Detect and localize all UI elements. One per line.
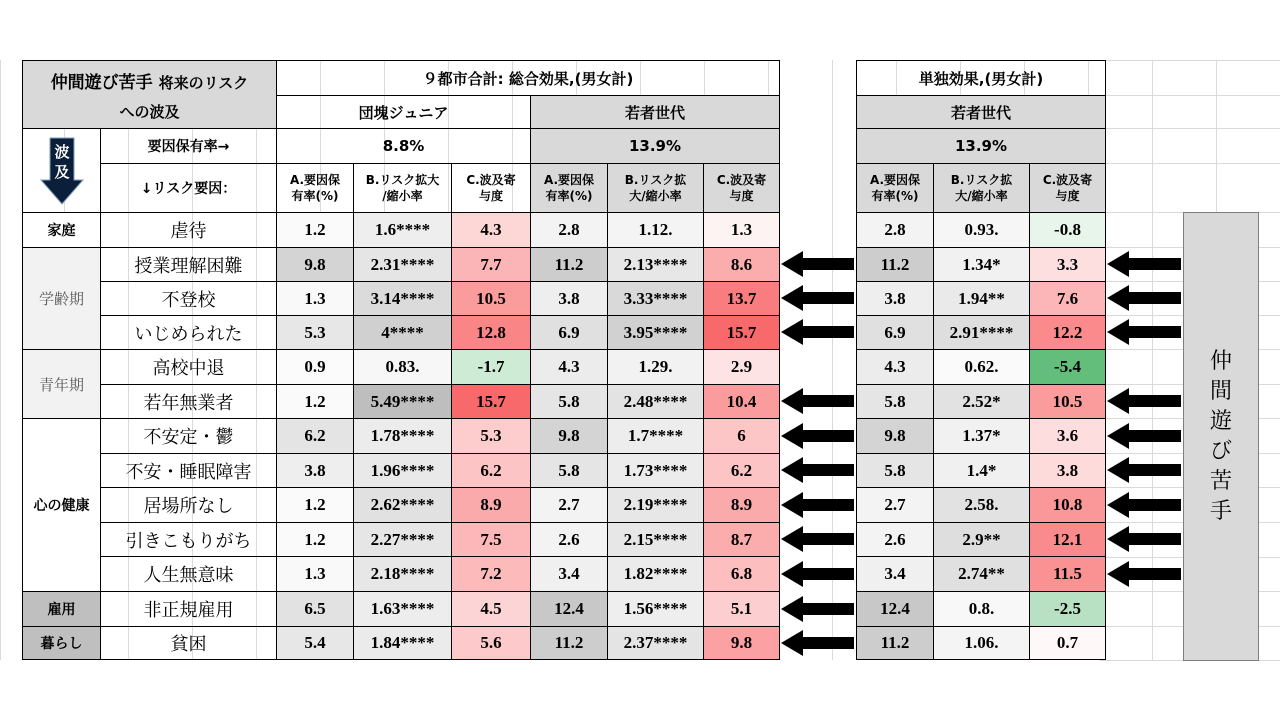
value-c: 4.3 — [451, 212, 531, 248]
side-label-char: 苦 — [1209, 468, 1232, 494]
value-b: 1.37* — [933, 418, 1030, 454]
value-b: 1.6**** — [353, 212, 452, 248]
col-a-header: A.要因保 有率(%) — [856, 163, 934, 213]
value-c: 13.7 — [703, 281, 780, 316]
risk-label: 引きこもりがち — [100, 522, 277, 557]
risk-label: 授業理解困難 — [100, 247, 277, 282]
value-a: 12.4 — [530, 591, 608, 627]
value-c: 6.2 — [703, 453, 780, 488]
value-a: 2.8 — [856, 212, 934, 248]
left-arrow-icon — [1107, 423, 1181, 449]
value-a: 5.8 — [856, 453, 934, 488]
value-c: 11.5 — [1029, 556, 1106, 592]
value-b: 3.95**** — [607, 315, 704, 350]
value-a: 11.2 — [856, 626, 934, 660]
value-b: 2.13**** — [607, 247, 704, 282]
prevalence-dankai: 8.8% — [276, 128, 531, 164]
category-5: 暮らし — [22, 626, 101, 660]
col-a-header: A.要因保 有率(%) — [276, 163, 354, 213]
value-c: 3.6 — [1029, 418, 1106, 454]
left-arrow-icon — [781, 561, 854, 587]
value-c: 10.5 — [1029, 384, 1106, 419]
value-c: 2.9 — [703, 349, 780, 385]
risk-label: 不安・睡眠障害 — [100, 453, 277, 488]
value-c: 7.2 — [451, 556, 531, 592]
value-c: 5.1 — [703, 591, 780, 627]
value-a: 2.7 — [856, 487, 934, 523]
value-b: 2.37**** — [607, 626, 704, 660]
value-b: 0.62. — [933, 349, 1030, 385]
value-a: 3.8 — [856, 281, 934, 316]
value-a: 5.8 — [856, 384, 934, 419]
value-a: 5.8 — [530, 384, 608, 419]
value-b: 1.12. — [607, 212, 704, 248]
value-c: 10.5 — [451, 281, 531, 316]
value-b: 1.94** — [933, 281, 1030, 316]
value-c: 12.1 — [1029, 522, 1106, 557]
value-b: 2.48**** — [607, 384, 704, 419]
value-a: 2.6 — [856, 522, 934, 557]
left-arrow-icon — [781, 251, 854, 277]
value-a: 3.8 — [530, 281, 608, 316]
value-b: 1.78**** — [353, 418, 452, 454]
value-c: 6 — [703, 418, 780, 454]
side-label-char: 遊 — [1209, 408, 1232, 434]
value-c: 9.8 — [703, 626, 780, 660]
value-c: 10.8 — [1029, 487, 1106, 523]
left-arrow-icon — [1107, 561, 1181, 587]
value-c: 3.8 — [1029, 453, 1106, 488]
value-a: 4.3 — [856, 349, 934, 385]
value-c: 5.6 — [451, 626, 531, 660]
value-c: 12.8 — [451, 315, 531, 350]
side-label-char: 仲 — [1209, 348, 1232, 374]
risk-label: 高校中退 — [100, 349, 277, 385]
value-c: 5.3 — [451, 418, 531, 454]
value-a: 9.8 — [276, 247, 354, 282]
category-4: 雇用 — [22, 591, 101, 627]
risk-label: 非正規雇用 — [100, 591, 277, 627]
value-a: 1.3 — [276, 556, 354, 592]
cohort-young-single: 若者世代 — [856, 95, 1106, 129]
left-arrow-icon — [781, 492, 854, 518]
value-c: 7.6 — [1029, 281, 1106, 316]
value-b: 2.15**** — [607, 522, 704, 557]
value-c: 10.4 — [703, 384, 780, 419]
value-a: 6.5 — [276, 591, 354, 627]
svg-text:波: 波 — [53, 142, 70, 161]
value-a: 11.2 — [530, 247, 608, 282]
value-c: 3.3 — [1029, 247, 1106, 282]
col-c-header: C.波及寄 与度 — [703, 163, 780, 213]
value-b: 2.52* — [933, 384, 1030, 419]
value-b: 2.9** — [933, 522, 1030, 557]
value-c: 6.2 — [451, 453, 531, 488]
value-c: 15.7 — [451, 384, 531, 419]
left-arrow-icon — [781, 423, 854, 449]
col-c-header: C.波及寄 与度 — [451, 163, 531, 213]
cohort-young: 若者世代 — [530, 95, 780, 129]
value-b: 1.34* — [933, 247, 1030, 282]
value-a: 2.7 — [530, 487, 608, 523]
left-arrow-icon — [1107, 251, 1181, 277]
col-b-header: B.リスク拡 大/縮小率 — [607, 163, 704, 213]
value-b: 0.83. — [353, 349, 452, 385]
value-b: 3.14**** — [353, 281, 452, 316]
col-c-header: C.波及寄 与度 — [1029, 163, 1106, 213]
value-a: 11.2 — [530, 626, 608, 660]
value-a: 1.2 — [276, 384, 354, 419]
down-arrow-cell — [22, 128, 101, 213]
col-b-header: B.リスク拡大 /縮小率 — [353, 163, 452, 213]
value-a: 11.2 — [856, 247, 934, 282]
title-sub: 将来のリスク — [158, 73, 249, 92]
value-c: 8.9 — [451, 487, 531, 523]
value-b: 1.7**** — [607, 418, 704, 454]
side-label-char: び — [1209, 438, 1232, 464]
value-a: 5.3 — [276, 315, 354, 350]
risk-label: 不安定・鬱 — [100, 418, 277, 454]
value-c: -1.7 — [451, 349, 531, 385]
value-c: 1.3 — [703, 212, 780, 248]
value-c: 7.5 — [451, 522, 531, 557]
value-b: 2.19**** — [607, 487, 704, 523]
down-arrow-icon — [39, 136, 85, 206]
value-a: 1.2 — [276, 212, 354, 248]
value-a: 3.8 — [276, 453, 354, 488]
table-title — [22, 60, 277, 129]
value-a: 0.9 — [276, 349, 354, 385]
category-2: 青年期 — [22, 349, 101, 419]
value-c: 4.5 — [451, 591, 531, 627]
cohort-dankai: 団塊ジュニア — [276, 95, 531, 129]
left-arrow-icon — [1107, 457, 1181, 483]
risk-label: 居場所なし — [100, 487, 277, 523]
left-arrow-icon — [1107, 388, 1181, 414]
value-a: 3.4 — [530, 556, 608, 592]
value-b: 2.18**** — [353, 556, 452, 592]
left-arrow-icon — [781, 596, 854, 622]
value-b: 4**** — [353, 315, 452, 350]
left-arrow-icon — [1107, 319, 1181, 345]
value-b: 1.29. — [607, 349, 704, 385]
value-c: -2.5 — [1029, 591, 1106, 627]
value-b: 5.49**** — [353, 384, 452, 419]
prevalence-label: 要因保有率→ — [100, 128, 277, 164]
value-a: 9.8 — [530, 418, 608, 454]
left-arrow-icon — [1107, 285, 1181, 311]
value-a: 1.2 — [276, 487, 354, 523]
value-c: 8.6 — [703, 247, 780, 282]
left-arrow-icon — [781, 630, 854, 656]
value-a: 12.4 — [856, 591, 934, 627]
value-c: 12.2 — [1029, 315, 1106, 350]
category-3: 心の健康 — [22, 418, 101, 592]
value-a: 2.6 — [530, 522, 608, 557]
col-a-header: A.要因保 有率(%) — [530, 163, 608, 213]
value-a: 6.9 — [530, 315, 608, 350]
value-b: 2.27**** — [353, 522, 452, 557]
risk-label: いじめられた — [100, 315, 277, 350]
value-a: 9.8 — [856, 418, 934, 454]
value-a: 4.3 — [530, 349, 608, 385]
left-arrow-icon — [781, 285, 854, 311]
left-arrow-icon — [1107, 526, 1181, 552]
risk-factor-label: ↓リスク要因： — [100, 163, 277, 213]
value-b: 2.91**** — [933, 315, 1030, 350]
value-b: 1.4* — [933, 453, 1030, 488]
value-b: 2.58. — [933, 487, 1030, 523]
value-b: 1.56**** — [607, 591, 704, 627]
side-label-char: 間 — [1209, 378, 1232, 404]
value-b: 1.73**** — [607, 453, 704, 488]
value-b: 1.06. — [933, 626, 1030, 660]
value-b: 2.74** — [933, 556, 1030, 592]
value-a: 5.4 — [276, 626, 354, 660]
left-arrow-icon — [781, 526, 854, 552]
risk-label: 若年無業者 — [100, 384, 277, 419]
category-0: 家庭 — [22, 212, 101, 248]
category-1: 学齢期 — [22, 247, 101, 350]
value-a: 2.8 — [530, 212, 608, 248]
left-arrow-icon — [781, 319, 854, 345]
value-b: 3.33**** — [607, 281, 704, 316]
value-a: 6.9 — [856, 315, 934, 350]
side-label-char: 手 — [1209, 498, 1232, 524]
value-b: 1.96**** — [353, 453, 452, 488]
value-b: 0.8. — [933, 591, 1030, 627]
prevalence-young-single: 13.9% — [856, 128, 1106, 164]
left-arrow-icon — [781, 388, 854, 414]
value-c: 8.7 — [703, 522, 780, 557]
risk-label: 人生無意味 — [100, 556, 277, 592]
svg-text:及: 及 — [53, 162, 70, 181]
value-a: 3.4 — [856, 556, 934, 592]
side-label — [1183, 212, 1259, 661]
value-c: 15.7 — [703, 315, 780, 350]
value-c: -0.8 — [1029, 212, 1106, 248]
value-a: 5.8 — [530, 453, 608, 488]
value-c: 7.7 — [451, 247, 531, 282]
value-b: 2.62**** — [353, 487, 452, 523]
value-b: 0.93. — [933, 212, 1030, 248]
title-line1: 仲間遊び苦手 将来のリスク — [50, 72, 249, 93]
risk-label: 貧困 — [100, 626, 277, 660]
value-c: -5.4 — [1029, 349, 1106, 385]
risk-label: 虐待 — [100, 212, 277, 248]
value-a: 1.3 — [276, 281, 354, 316]
prevalence-young: 13.9% — [530, 128, 780, 164]
value-b: 1.63**** — [353, 591, 452, 627]
left-arrow-icon — [781, 457, 854, 483]
value-b: 1.84**** — [353, 626, 452, 660]
group-single-header: 単独効果,(男女計) — [856, 60, 1106, 96]
title-line2: への波及 — [119, 102, 180, 121]
value-c: 0.7 — [1029, 626, 1106, 660]
value-b: 1.82**** — [607, 556, 704, 592]
left-arrow-icon — [1107, 492, 1181, 518]
risk-label: 不登校 — [100, 281, 277, 316]
value-a: 1.2 — [276, 522, 354, 557]
value-c: 6.8 — [703, 556, 780, 592]
value-c: 8.9 — [703, 487, 780, 523]
value-b: 2.31**** — [353, 247, 452, 282]
col-b-header: B.リスク拡 大/縮小率 — [933, 163, 1030, 213]
value-a: 6.2 — [276, 418, 354, 454]
group-total-header: ９都市合計: 総合効果,(男女計) — [276, 60, 780, 96]
